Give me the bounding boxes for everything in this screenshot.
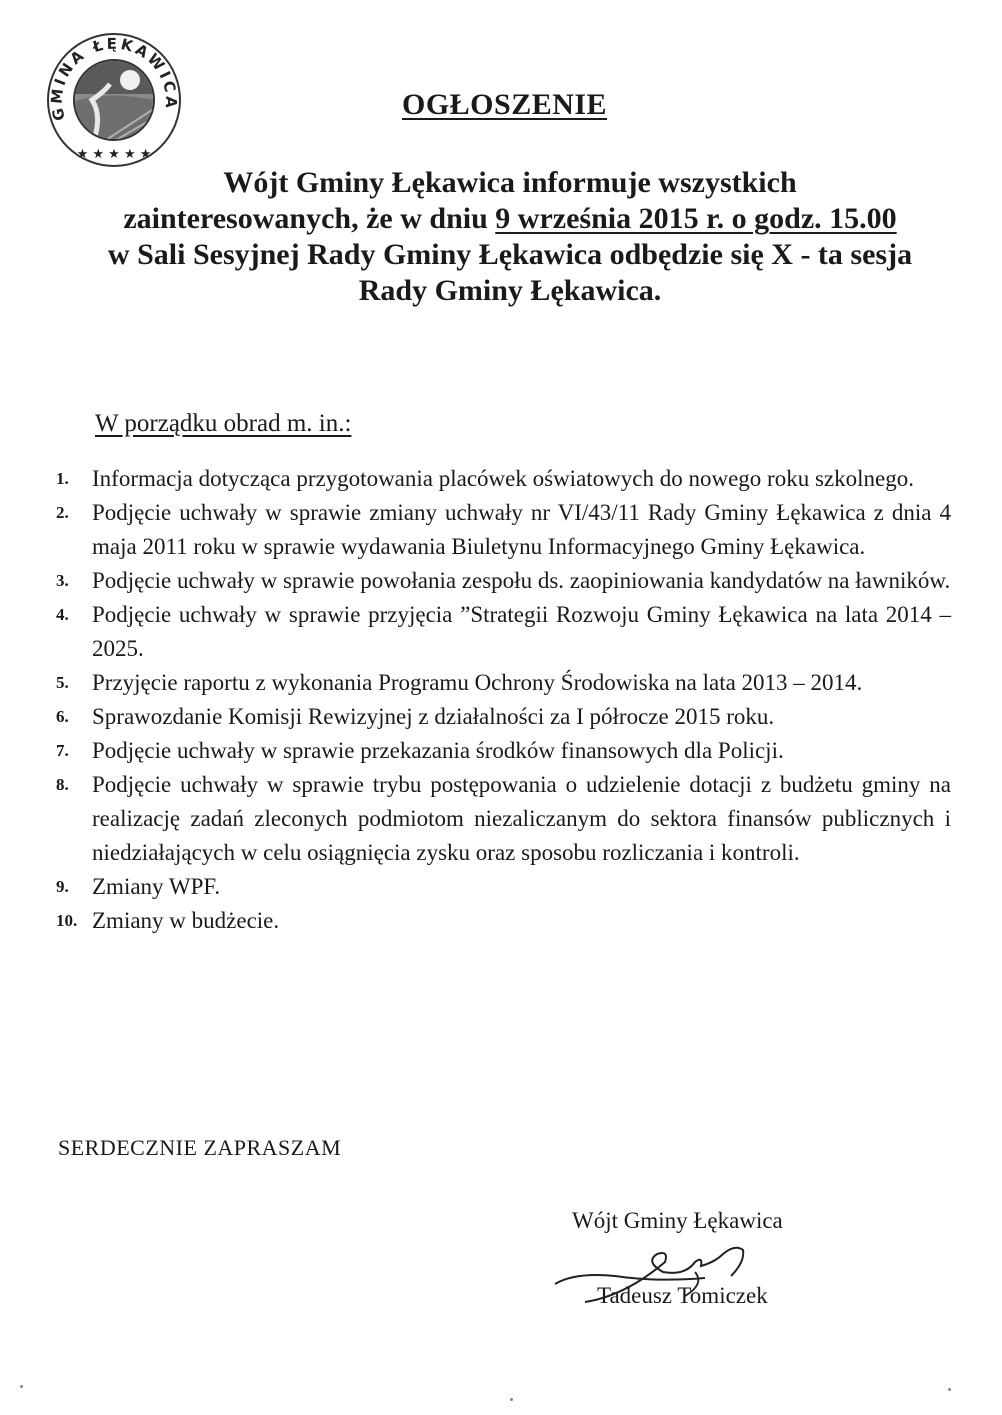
agenda-item-text: Podjęcie uchwały w sprawie zmiany uchwały nr VI/43/11 Rady Gminy Łękawica z dnia 4 maja 2011 roku w sprawie wydawania Biuletynu Informacyjnego Gminy Łękawica.: [92, 500, 951, 559]
announcement-line-2-text: zainteresowanych, że w dniu: [123, 202, 496, 235]
agenda-item-text: Informacja dotycząca przygotowania placówek oświatowych do nowego roku szkolnego.: [92, 466, 914, 491]
announcement-line-3: w Sali Sesyjnej Rady Gminy Łękawica odbędzie się X - ta sesja: [107, 238, 913, 271]
svg-text:★ ★ ★ ★ ★: ★ ★ ★ ★ ★: [76, 147, 152, 162]
agenda-item-text: Podjęcie uchwały w sprawie przyjęcia ”Strategii Rozwoju Gminy Łękawica na lata 2014 – 2025.: [92, 602, 951, 661]
agenda-heading: W porządku obrad m. in.:: [95, 410, 352, 437]
agenda-item-number: 5.: [56, 673, 69, 692]
agenda-item-number: 1.: [56, 469, 69, 488]
agenda-item-text: Sprawozdanie Komisji Rewizyjnej z działalności za I półrocze 2015 roku.: [92, 704, 775, 729]
agenda-item: [56, 734, 951, 768]
seal-text: GMINA ŁĘKAWICA: [47, 34, 181, 123]
signatory-name: Tadeusz Tomiczek: [597, 1283, 768, 1308]
agenda-item-text: Zmiany WPF.: [92, 874, 221, 899]
agenda-list: [56, 462, 951, 938]
scan-speck: [20, 1385, 23, 1388]
agenda-item: [56, 564, 951, 598]
agenda-item-text: Podjęcie uchwały w sprawie trybu postępowania o udzielenie dotacji z budżetu gminy na realizację zadań zleconych podmiotom niezaliczanym do sektora finansów publicznych i niedziałających w celu osiągnięcia zysku oraz sposobu rozliczania i kontroli.: [92, 772, 951, 865]
agenda-item: [56, 462, 951, 496]
document-title: OGŁOSZENIE: [402, 88, 608, 121]
agenda-item-number: 6.: [56, 707, 69, 726]
agenda-item: [56, 496, 951, 564]
closing-line: SERDECZNIE ZAPRASZAM: [58, 1135, 342, 1160]
agenda-item-number: 9.: [56, 877, 69, 896]
announcement: [50, 165, 970, 309]
agenda-item: [56, 666, 951, 700]
signatory-role: Wójt Gminy Łękawica: [572, 1208, 783, 1233]
session-date: 9 września 2015 r. o godz. 15.00: [495, 202, 897, 235]
agenda-item-text: Podjęcie uchwały w sprawie powołania zespołu ds. zaopiniowania kandydatów na ławników.: [92, 568, 951, 593]
agenda-item: [56, 700, 951, 734]
agenda-item: [56, 870, 951, 904]
agenda-item-number: 2.: [56, 503, 69, 522]
announcement-line-1: Wójt Gminy Łękawica informuje wszystkich: [223, 166, 797, 199]
agenda-item-text: Podjęcie uchwały w sprawie przekazania środków finansowych dla Policji.: [92, 738, 784, 763]
agenda-item: [56, 598, 951, 666]
scan-speck: [948, 1388, 951, 1391]
agenda-item-number: 3.: [56, 571, 69, 590]
agenda-item-text: Przyjęcie raportu z wykonania Programu Ochrony Środowiska na lata 2013 – 2014.: [92, 670, 863, 695]
agenda-item-number: 4.: [56, 605, 69, 624]
scan-speck: [510, 1398, 513, 1401]
agenda-item-number: 7.: [56, 741, 69, 760]
agenda-item: [56, 768, 951, 870]
agenda-item-number: 8.: [56, 775, 69, 794]
agenda-item-text: Zmiany w budżecie.: [92, 908, 280, 933]
municipality-seal-icon: [44, 30, 184, 170]
announcement-line-4: Rady Gminy Łękawica.: [358, 274, 662, 307]
agenda-item-number: 10.: [56, 911, 78, 930]
agenda-item: [56, 904, 951, 938]
announcement-line-2: [50, 201, 970, 237]
